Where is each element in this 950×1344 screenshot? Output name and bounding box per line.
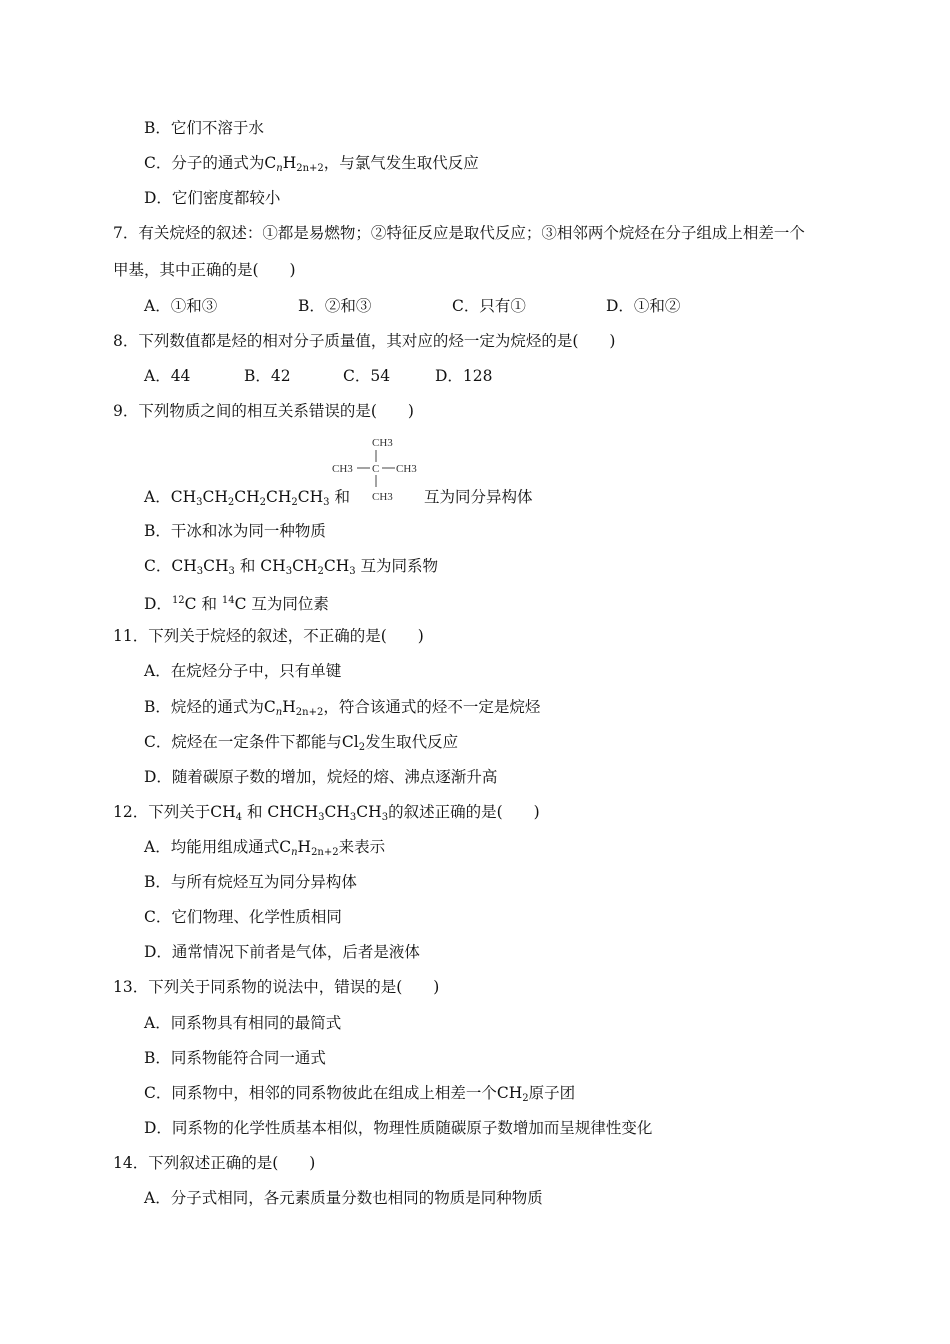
question-8-options (144, 366, 493, 386)
option-11a: A．在烷烃分子中，只有单键 (144, 662, 342, 680)
option-7d[interactable]: D．①和② (606, 297, 681, 315)
option-6d: D．它们密度都较小 (144, 189, 281, 207)
option-7a[interactable]: A．①和③ (144, 297, 218, 315)
option-13b: B．同系物能符合同一通式 (144, 1049, 326, 1067)
option-9d: D．$^{12}$C 和 $^{14}$C 互为同位素 (144, 595, 329, 613)
question-7: 7．有关烷烃的叙述：①都是易燃物；②特征反应是取代反应；③相邻两个烷烃在分子组成上相差一个 (113, 224, 805, 242)
option-11d: D．随着碳原子数的增加，烷烃的熔、沸点逐渐升高 (144, 768, 498, 786)
option-7b[interactable]: B．②和③ (298, 297, 372, 315)
option-14a: A．分子式相同，各元素质量分数也相同的物质是同种物质 (144, 1189, 543, 1207)
option-7c[interactable]: C．只有① (452, 297, 526, 315)
question-12: 12．下列关于$CH_4$ 和 $CHCH_3CH_3CH_3$的叙述正确的是( ) (113, 803, 540, 823)
option-12a: A．均能用组成通式$C_nH_{2n+2}$来表示 (144, 838, 386, 858)
option-9a-tail: 互为同分异构体 (424, 488, 533, 506)
option-9a: A．$CH_3CH_2CH_2CH_2CH_3$ 和 (144, 488, 350, 508)
option-8d[interactable]: D．128 (435, 367, 493, 385)
option-8b[interactable]: B．42 (244, 367, 291, 385)
option-11b: B．烷烃的通式为$C_nH_{2n+2}$，符合该通式的烃不一定是烷烃 (144, 698, 541, 718)
option-9b: B．干冰和冰为同一种物质 (144, 522, 326, 540)
chlorine-formula: $Cl_2$ (341, 733, 366, 753)
option-9c: C．$CH_3CH_3$ 和 $CH_3CH_2CH_3$ 互为同系物 (144, 557, 439, 577)
question-14: 14．下列叙述正确的是( ) (113, 1154, 316, 1172)
question-9: 9．下列物质之间的相互关系错误的是( ) (113, 402, 414, 420)
option-8c[interactable]: C．54 (343, 367, 391, 385)
option-6c: C．分子的通式为$C_nH_{2n+2}$，与氯气发生取代反应 (144, 154, 479, 174)
option-12b: B．与所有烷烃互为同分异构体 (144, 873, 357, 891)
question-8: 8．下列数值都是烃的相对分子质量值，其对应的烃一定为烷烃的是( ) (113, 332, 616, 350)
question-7-cont: 甲基，其中正确的是( ) (113, 261, 296, 279)
question-13: 13．下列关于同系物的说法中，错误的是( ) (113, 978, 440, 996)
pentane-formula: $CH_3CH_2CH_2CH_2CH_3$ (170, 488, 330, 508)
option-8a[interactable]: A．44 (144, 367, 191, 385)
option-13d: D．同系物的化学性质基本相似，物理性质随碳原子数增加而呈规律性变化 (144, 1119, 653, 1137)
option-12d: D．通常情况下前者是气体，后者是液体 (144, 943, 420, 961)
neopentane-right: CH3 (396, 463, 417, 475)
option-12c: C．它们物理、化学性质相同 (144, 908, 342, 926)
neopentane-center: C (372, 463, 380, 475)
methane-formula: $CH_4$ (210, 803, 242, 823)
neopentane-left: CH3 (332, 463, 353, 475)
neopentane-top: CH3 (372, 437, 393, 449)
propane-formula: $CH_3CH_2CH_3$ (260, 557, 356, 577)
neopentane-bottom: CH3 (372, 491, 393, 503)
question-7-options (144, 296, 680, 316)
option-11c: C．烷烃在一定条件下都能与$Cl_2$发生取代反应 (144, 733, 459, 753)
option-13c: C．同系物中，相邻的同系物彼此在组成上相差一个$CH_2$原子团 (144, 1084, 576, 1104)
general-formula: $C_nH_{2n+2}$ (264, 154, 324, 174)
methylene-formula: $CH_2$ (496, 1084, 529, 1104)
option-13a: A．同系物具有相同的最简式 (144, 1014, 342, 1032)
ethane-formula: $CH_3CH_3$ (171, 557, 235, 577)
q12-compound-formula: $CHCH_3CH_3CH_3$ (267, 803, 389, 823)
option-6b: B．它们不溶于水 (144, 119, 264, 137)
general-formula: $C_nH_{2n+2}$ (263, 698, 324, 718)
general-formula: $C_nH_{2n+2}$ (279, 838, 339, 858)
question-11: 11．下列关于烷烃的叙述，不正确的是( ) (113, 627, 424, 645)
